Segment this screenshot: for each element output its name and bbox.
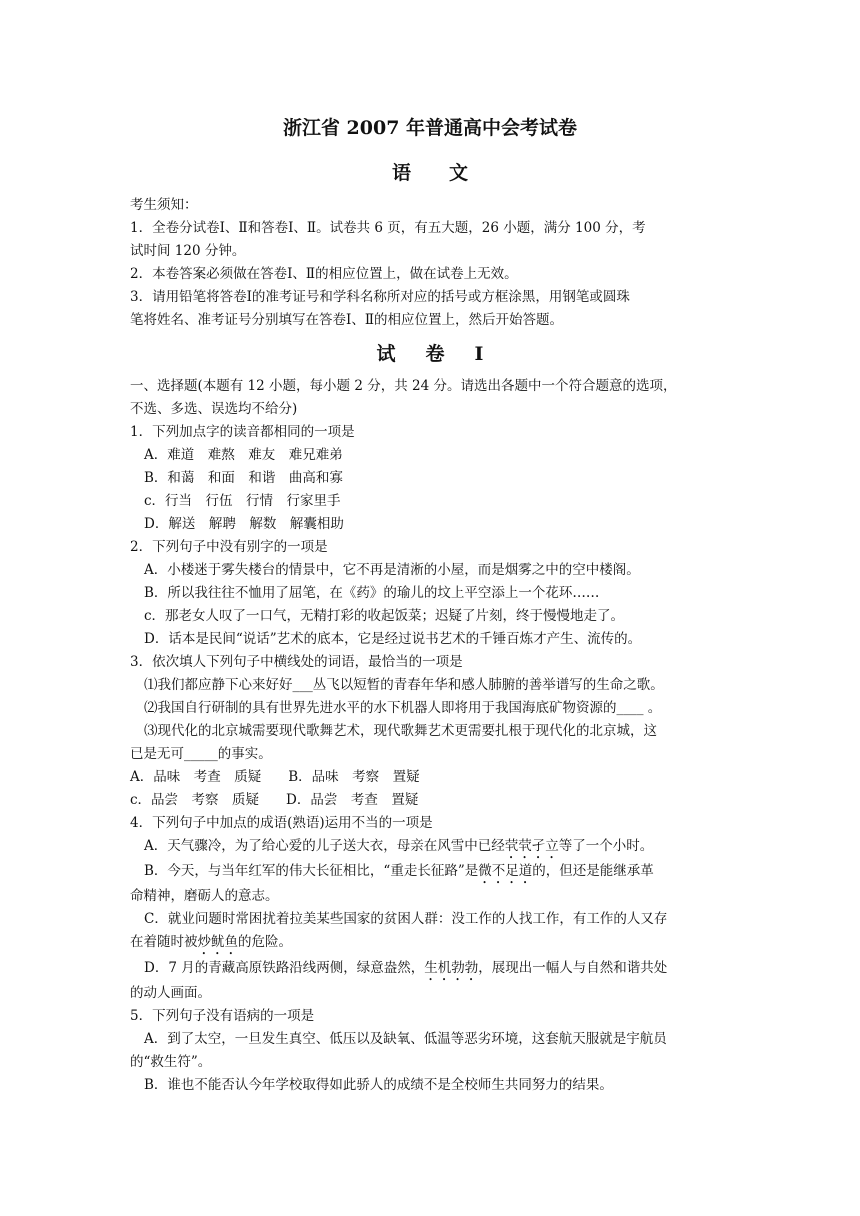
option-a (144, 837, 744, 862)
part-intro: 不选、多选、误选均不给分) (130, 401, 298, 417)
part-intro: 一、选择题(本题有 12 小题，每小题 2 分，共 24 分。请选出各题中一个符合题意的选项， (130, 378, 677, 394)
option-line: A．品味 考查 质疑 B．品味 考察 置疑 (130, 769, 420, 785)
option-line: A．小楼迷于雾失楼台的情景中，它不再是清淅的小屋，而是烟雾之中的空中楼阁。 (144, 562, 640, 578)
option-line: B．和蔼 和面 和谐 曲高和寡 (144, 470, 343, 486)
option-line: c．那老女人叹了一口气，无精打彩的收起饭菜；迟疑了片刻，终于慢慢地走了。 (144, 608, 625, 624)
option-text: D．7 月的青藏高原铁路沿线两侧，绿意盎然， (144, 960, 425, 976)
dotted-idiom: 生机勃勃 (424, 960, 479, 976)
option-line: 的“救生符”。 (130, 1054, 212, 1070)
notice-heading: 考生须知： (130, 197, 198, 213)
notice-line: 笔将姓名、准考证号分别填写在答卷Ⅰ、Ⅱ的相应位置上，然后开始答题。 (130, 312, 564, 328)
subject-title: 语文 (391, 162, 506, 184)
option-c: C．就业问题时常困扰着拉美某些国家的贫困人群：没工作的人找工作，有工作的人又存 (144, 911, 668, 927)
option-line: 的动人画面。 (130, 985, 211, 1001)
question-stem: 4．下列句子中加点的成语(熟语)运用不当的一项是 (130, 815, 433, 831)
option-line: A．难道 难熬 难友 难兄难弟 (144, 447, 343, 463)
sentence-line: ⑴我们都应静下心来好好___丛飞以短暂的青春年华和感人肺腑的善举谱写的生命之歌。 (144, 677, 664, 693)
question-stem: 2．下列句子中没有别字的一项是 (130, 539, 328, 555)
option-line: A．到了太空，一旦发生真空、低压以及缺氧、低温等恶劣环境，这套航天服就是宇航员 (144, 1031, 667, 1047)
option-text: 的危险。 (238, 934, 292, 950)
option-b (144, 862, 744, 887)
dotted-idiom: 微不足道 (478, 863, 533, 879)
sentence-line: ⑶现代化的北京城需要现代歌舞艺术，现代歌舞艺术更需要扎根于现代化的北京城，这 (144, 723, 657, 739)
question-stem: 3．依次填人下列句子中横线处的词语，最恰当的一项是 (130, 654, 463, 670)
option-line: B．谁也不能否认今年学校取得如此骄人的成绩不是全校师生共同努力的结果。 (144, 1077, 613, 1093)
option-c-line2 (130, 933, 730, 958)
option-line: B．所以我往往不恤用了屈笔，在《药》的瑜儿的坟上平空添上一个花环…… (144, 585, 600, 601)
option-text: ，展现出一幅人与自然和谐共处 (478, 960, 668, 976)
dotted-idiom: 炒鱿鱼 (197, 934, 238, 950)
option-line: D．解送 解聘 解数 解囊相助 (144, 516, 344, 532)
notice-line: 3．请用铅笔将答卷Ⅰ的准考证号和学科名称所对应的括号或方框涂黑，用钢笔或圆珠 (130, 289, 630, 305)
question-stem: 1．下列加点字的读音都相同的一项是 (130, 424, 355, 440)
option-line: c．品尝 考察 质疑 D．品尝 考查 置疑 (130, 792, 419, 808)
option-text: 等了一个小时。 (558, 838, 654, 854)
option-d (144, 959, 744, 984)
option-text: B．今天，与当年红军的伟大长征相比，“重走长征路”是 (144, 863, 479, 879)
dotted-idiom: 茕茕孑立 (504, 838, 559, 854)
question-stem: 5．下列句子没有语病的一项是 (130, 1008, 315, 1024)
notice-line: 试时间 120 分钟。 (130, 243, 246, 259)
notice-line: 2．本卷答案必须做在答卷Ⅰ、Ⅱ的相应位置上，做在试卷上无效。 (130, 266, 518, 282)
option-line: D．话本是民间“说话”艺术的底本，它是经过说书艺术的千锤百炼才产生、流传的。 (144, 631, 642, 647)
option-text: 在着随时被 (130, 934, 198, 950)
notice-line: 1．全卷分试卷Ⅰ、Ⅱ和答卷Ⅰ、Ⅱ。试卷共 6 页，有五大题，26 小题，满分 100 分，考 (130, 220, 646, 236)
sentence-line: 已是无可_____的事实。 (130, 746, 272, 762)
option-line: c．行当 行伍 行情 行家里手 (144, 493, 341, 509)
sentence-line: ⑵我国自行研制的具有世界先进水平的水下机器人即将用于我国海底矿物资源的____ 。 (144, 700, 662, 716)
option-line: 命精神，磨砺人的意志。 (130, 888, 279, 904)
option-text: 的，但还是能继承革 (532, 863, 654, 879)
option-text: A．天气骤冷，为了给心爱的儿子送大衣，母亲在风雪中已经 (144, 838, 505, 854)
section-title: 试卷Ⅰ (376, 343, 514, 365)
exam-title: 浙江省 2007 年普通高中会考试卷 (282, 117, 578, 139)
